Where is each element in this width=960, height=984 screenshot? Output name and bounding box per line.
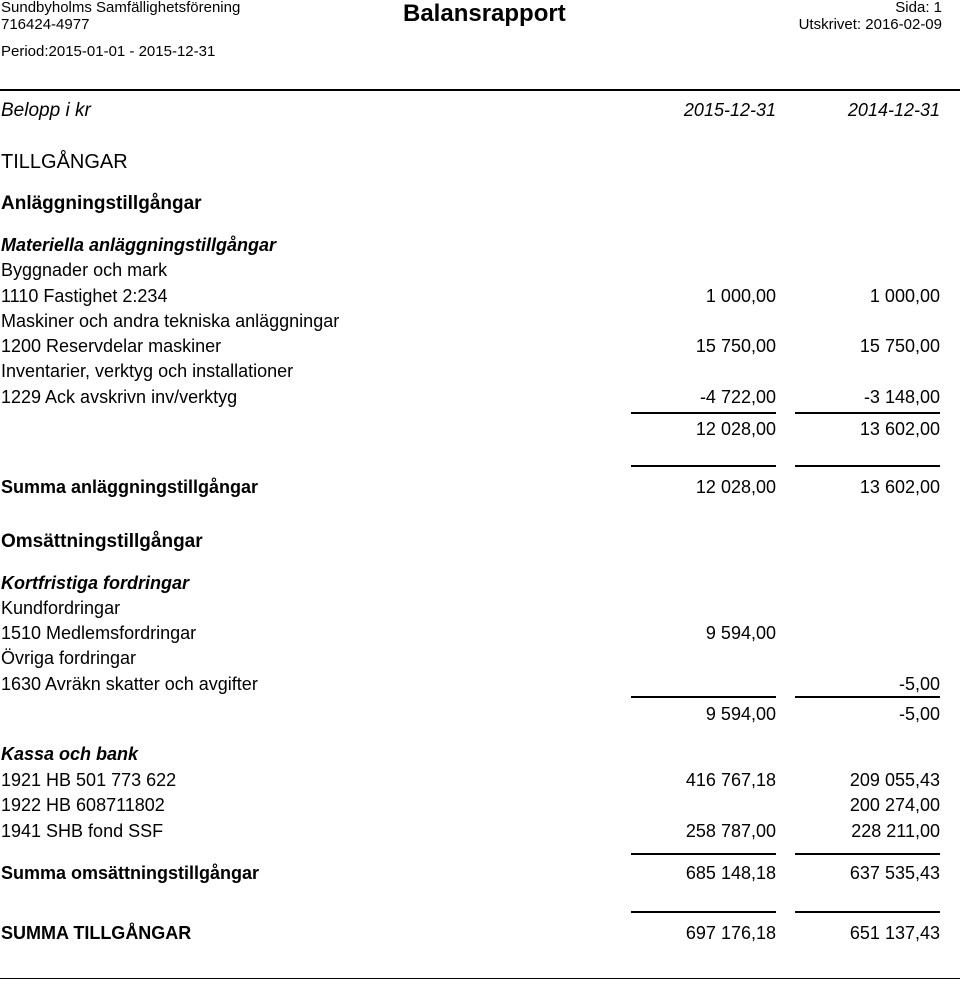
subtotal-underline	[631, 696, 776, 698]
sum-underline	[631, 853, 776, 855]
row-1921-previous: 209 055,43	[849, 770, 940, 790]
summa-anlaggning-label: Summa anläggningstillgångar	[1, 477, 259, 497]
subgroup-maskiner: Maskiner och andra tekniska anläggningar	[1, 311, 340, 331]
subtotal-underline	[795, 412, 940, 414]
kortfristiga-total-previous: -5,00	[898, 704, 940, 724]
row-1510-current: 9 594,00	[705, 623, 776, 643]
row-1200-previous: 15 750,00	[859, 336, 940, 356]
summa-omsattning-previous: 637 535,43	[849, 863, 940, 883]
summa-anlaggning-current: 12 028,00	[695, 477, 776, 497]
summa-omsattning-current: 685 148,18	[685, 863, 776, 883]
total-underline	[631, 911, 776, 913]
group-kortfristiga: Kortfristiga fordringar	[1, 573, 190, 593]
row-1921-label: 1921 HB 501 773 622	[1, 770, 177, 790]
row-1110-previous: 1 000,00	[869, 286, 940, 306]
row-1941-label: 1941 SHB fond SSF	[1, 821, 164, 841]
organization-name: Sundbyholms Samfällighetsförening	[1, 0, 241, 16]
row-1510-label: 1510 Medlemsfordringar	[1, 623, 197, 643]
row-1200-current: 15 750,00	[695, 336, 776, 356]
subtotal-underline	[795, 696, 940, 698]
footer-divider	[0, 978, 960, 979]
row-1229-previous: -3 148,00	[863, 387, 940, 407]
row-1941-current: 258 787,00	[685, 821, 776, 841]
row-1941-previous: 228 211,00	[851, 821, 940, 841]
heading-omsattningstillgangar: Omsättningstillgångar	[1, 531, 203, 552]
summa-omsattning-label: Summa omsättningstillgångar	[1, 863, 260, 883]
sum-underline	[795, 853, 940, 855]
row-1200-label: 1200 Reservdelar maskiner	[1, 336, 222, 356]
total-underline	[795, 911, 940, 913]
page-number: Sida: 1	[895, 0, 942, 16]
summa-tillgangar-label: SUMMA TILLGÅNGAR	[1, 923, 192, 943]
header-divider	[0, 89, 960, 91]
row-1229-label: 1229 Ack avskrivn inv/verktyg	[1, 387, 238, 407]
subgroup-byggnader: Byggnader och mark	[1, 260, 168, 280]
group-materiella: Materiella anläggningstillgångar	[1, 235, 277, 255]
section-tillgangar: TILLGÅNGAR	[1, 151, 128, 173]
sum-underline	[631, 465, 776, 467]
row-1110-current: 1 000,00	[705, 286, 776, 306]
row-1630-previous: -5,00	[898, 674, 940, 694]
report-period: Period:2015-01-01 - 2015-12-31	[1, 43, 216, 60]
row-1922-previous: 200 274,00	[849, 795, 940, 815]
row-1922-label: 1922 HB 608711802	[1, 795, 165, 815]
summa-tillgangar-previous: 651 137,43	[849, 923, 940, 943]
organization-number: 716424-4977	[1, 16, 90, 33]
printed-date: Utskrivet: 2016-02-09	[798, 16, 942, 33]
heading-anlaggningstillgangar: Anläggningstillgångar	[1, 193, 202, 214]
group-kassa: Kassa och bank	[1, 744, 139, 764]
summa-tillgangar-current: 697 176,18	[685, 923, 776, 943]
row-1921-current: 416 767,18	[685, 770, 776, 790]
amount-unit-label: Belopp i kr	[1, 100, 91, 121]
materiella-total-current: 12 028,00	[695, 419, 776, 439]
row-1110-label: 1110 Fastighet 2:234	[1, 286, 168, 306]
column-previous-date: 2014-12-31	[847, 100, 940, 120]
materiella-total-previous: 13 602,00	[859, 419, 940, 439]
subgroup-inventarier: Inventarier, verktyg och installationer	[1, 361, 294, 381]
subgroup-kundfordringar: Kundfordringar	[1, 598, 121, 618]
sum-underline	[795, 465, 940, 467]
kortfristiga-total-current: 9 594,00	[705, 704, 776, 724]
report-title: Balansrapport	[403, 0, 566, 27]
subtotal-underline	[631, 412, 776, 414]
row-1630-label: 1630 Avräkn skatter och avgifter	[1, 674, 258, 694]
summa-anlaggning-previous: 13 602,00	[859, 477, 940, 497]
subgroup-ovriga: Övriga fordringar	[1, 648, 137, 668]
row-1229-current: -4 722,00	[699, 387, 776, 407]
column-current-date: 2015-12-31	[683, 100, 776, 120]
